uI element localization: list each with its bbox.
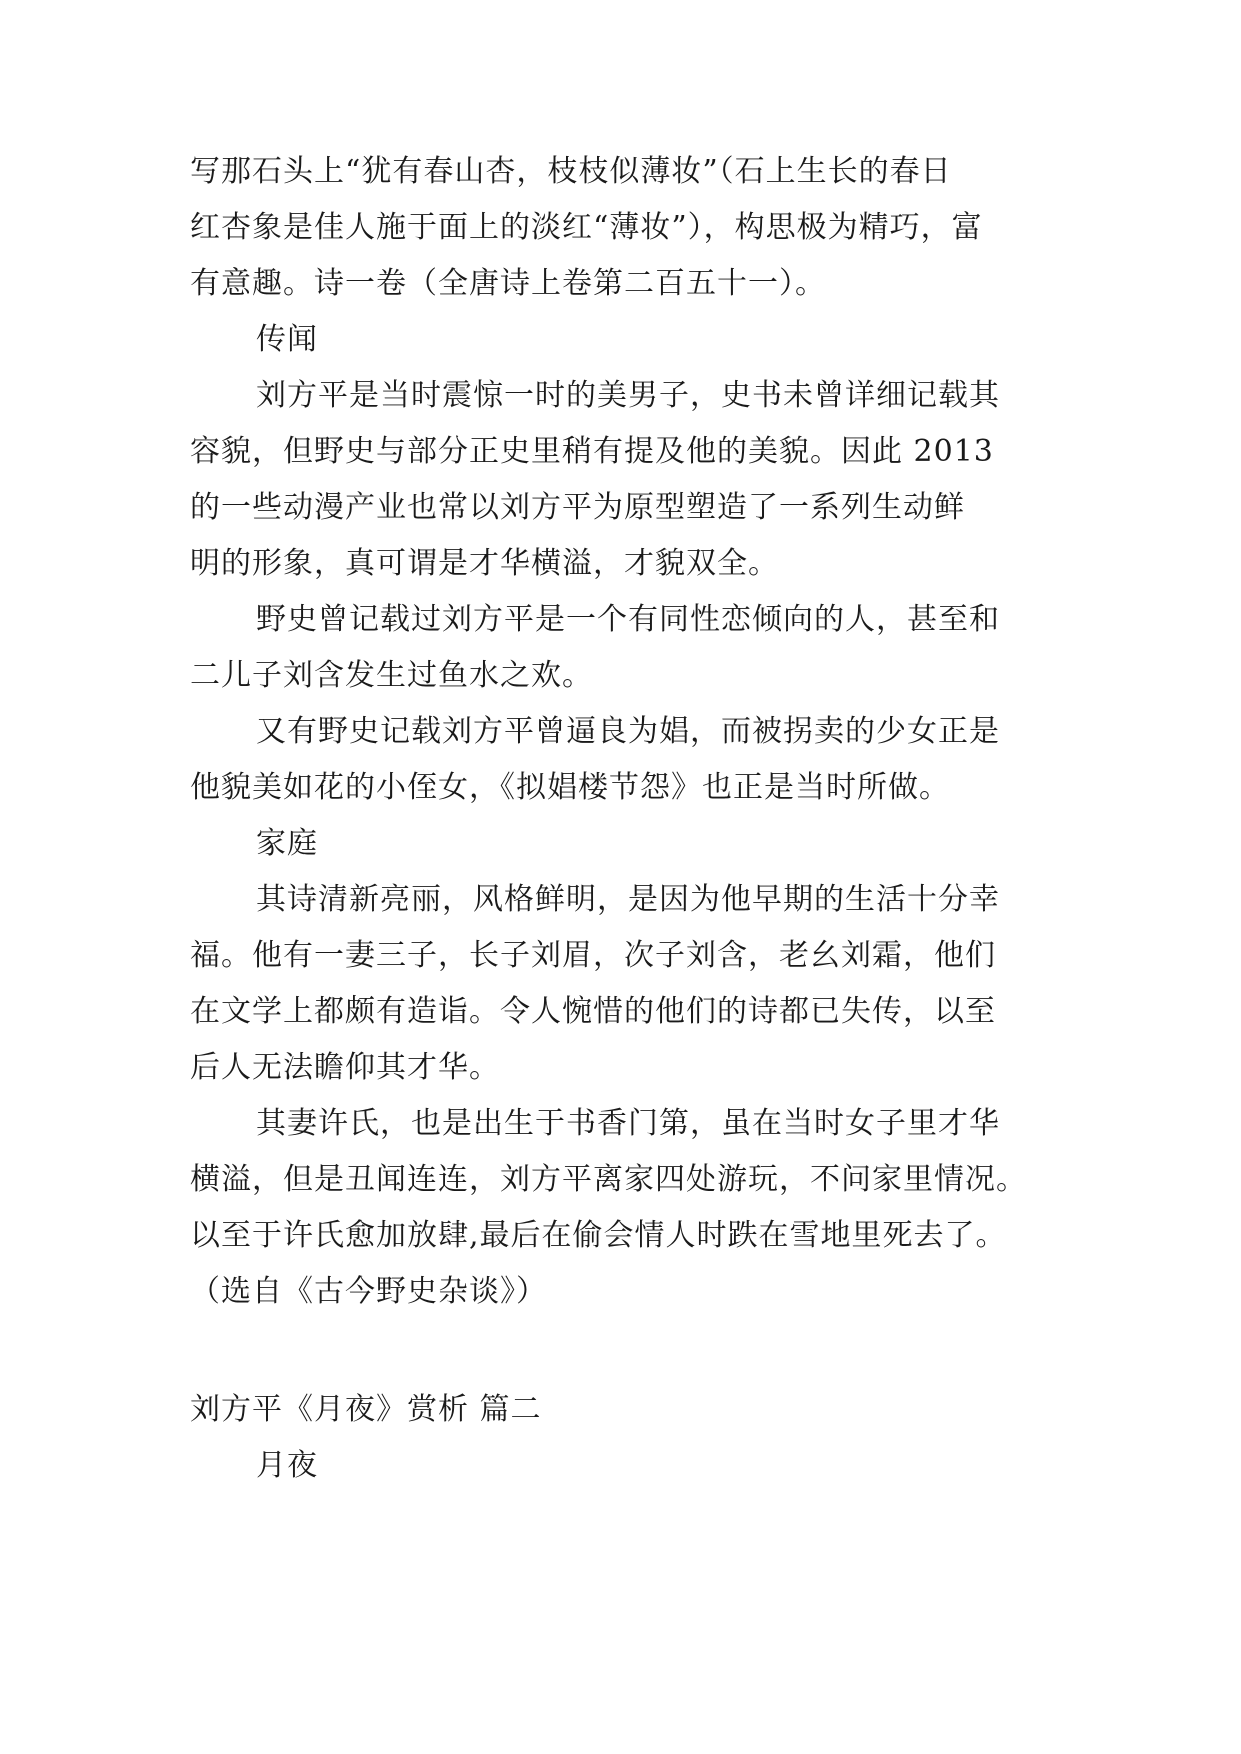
section-heading: 家庭 [256, 826, 318, 861]
paragraph-line: 红杏象是佳人施于面上的淡红“薄妆”），构思极为精巧，富 [190, 210, 983, 245]
paragraph-line: 的一些动漫产业也常以刘方平为原型塑造了一系列生动鲜 [190, 490, 965, 525]
paragraph-line: 他貌美如花的小侄女，《拟娼楼节怨》也正是当时所做。 [190, 770, 950, 805]
source-citation: （选自《古今野史杂谈》） [190, 1274, 547, 1309]
paragraph-line: 福。他有一妻三子，长子刘眉，次子刘含，老幺刘霜，他们 [190, 938, 996, 973]
paragraph-line: 明的形象，真可谓是才华横溢，才貌双全。 [190, 546, 779, 581]
paragraph-line: 有意趣。诗一卷（全唐诗上卷第二百五十一）。 [190, 266, 826, 301]
paragraph-line: 以至于许氏愈加放肆,最后在偷会情人时跌在雪地里死去了。 [190, 1218, 1007, 1253]
section-heading: 传闻 [256, 322, 318, 357]
paragraph-line: 二儿子刘含发生过鱼水之欢。 [190, 658, 593, 693]
paragraph-line: 写那石头上“犹有春山杏，枝枝似薄妆”（石上生长的春日 [190, 154, 952, 189]
paragraph-line: 横溢，但是丑闻连连，刘方平离家四处游玩，不问家里情况。 [190, 1162, 1027, 1197]
paragraph-line: 野史曾记载过刘方平是一个有同性恋倾向的人，甚至和 [256, 602, 1000, 637]
poem-title: 月夜 [256, 1448, 318, 1483]
paragraph-line: 后人无法瞻仰其才华。 [190, 1050, 500, 1085]
paragraph-line: 又有野史记载刘方平曾逼良为娼，而被拐卖的少女正是 [256, 714, 1000, 749]
paragraph-line: 在文学上都颇有造诣。令人惋惜的他们的诗都已失传，以至 [190, 994, 996, 1029]
article-title: 刘方平《月夜》赏析 篇二 [190, 1392, 542, 1427]
paragraph-line: 其诗清新亮丽，风格鲜明，是因为他早期的生活十分幸 [256, 882, 1000, 917]
paragraph-line: 其妻许氏，也是出生于书香门第，虽在当时女子里才华 [256, 1106, 1000, 1141]
paragraph-line: 容貌，但野史与部分正史里稍有提及他的美貌。因此 2013 [190, 434, 994, 469]
paragraph-line: 刘方平是当时震惊一时的美男子，史书未曾详细记载其 [256, 378, 1000, 413]
